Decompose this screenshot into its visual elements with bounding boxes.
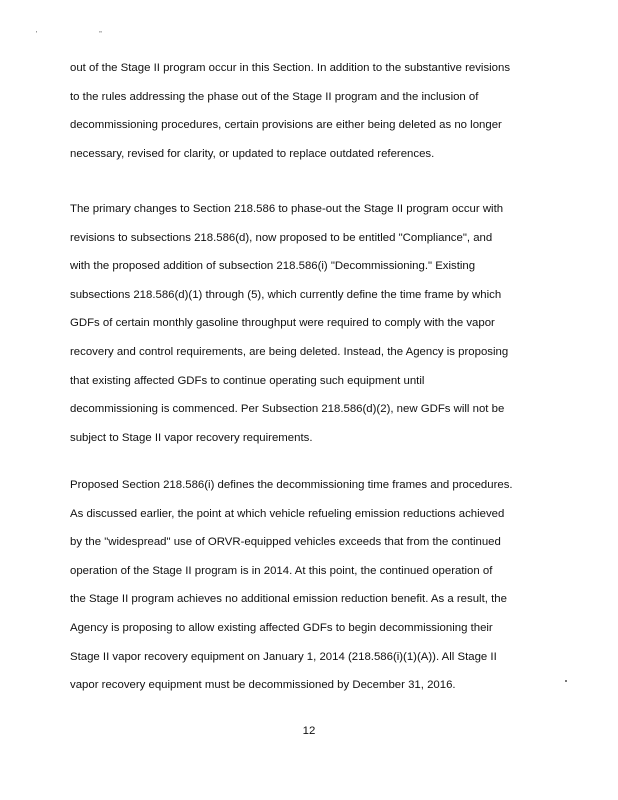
page-number: 12 xyxy=(302,725,316,737)
text-line: vapor recovery equipment must be decommissioned by December 31, 2016. xyxy=(70,679,456,692)
text-line: decommissioning procedures, certain provisions are either being deleted as no longer xyxy=(70,119,502,132)
text-line: revisions to subsections 218.586(d), now proposed to be entitled "Compliance", and xyxy=(70,231,493,244)
text-line: GDFs of certain monthly gasoline throughput were required to comply with the vapor xyxy=(70,317,495,330)
text-line: operation of the Stage II program is in 2014. At this point, the continued operation of xyxy=(70,564,493,577)
text-line: to the rules addressing the phase out of the Stage II program and the inclusion of xyxy=(70,90,479,103)
text-line: As discussed earlier, the point at which vehicle refueling emission reductions achieved xyxy=(70,507,505,520)
text-line: Proposed Section 218.586(i) defines the decommissioning time frames and procedures. xyxy=(70,479,513,491)
scan-specks: ' " xyxy=(36,31,132,38)
text-line: subsections 218.586(d)(1) through (5), which currently define the time frame by which xyxy=(70,288,502,301)
text-line: by the "widespread" use of ORVR-equipped vehicles exceeds that from the continued xyxy=(70,536,501,549)
paragraph-section-218-586-changes xyxy=(70,195,508,452)
text-line: decommissioning is commenced. Per Subsection 218.586(d)(2), new GDFs will not be xyxy=(70,403,505,416)
text-line: with the proposed addition of subsection 218.586(i) "Decommissioning." Existing xyxy=(70,260,476,273)
text-line: Agency is proposing to allow existing affected GDFs to begin decommissioning their xyxy=(70,621,493,634)
text-line: subject to Stage II vapor recovery requirements. xyxy=(70,431,313,444)
text-line: out of the Stage II program occur in this Section. In addition to the substantive revisions xyxy=(70,62,511,74)
paragraph-decommissioning xyxy=(70,471,513,700)
text-line: Stage II vapor recovery equipment on January 1, 2014 (218.586(i)(1)(A)). All Stage II xyxy=(70,650,497,663)
text-line: necessary, revised for clarity, or updated to replace outdated references. xyxy=(70,147,435,160)
text-line: recovery and control requirements, are being deleted. Instead, the Agency is proposing xyxy=(70,345,509,358)
scan-artifact xyxy=(565,680,567,682)
text-line: The primary changes to Section 218.586 to phase-out the Stage II program occur with xyxy=(70,203,504,215)
paragraph-stage-ii-revisions xyxy=(70,54,510,168)
text-line: that existing affected GDFs to continue operating such equipment until xyxy=(70,374,425,387)
text-line: the Stage II program achieves no additional emission reduction benefit. As a result, the xyxy=(70,593,507,606)
